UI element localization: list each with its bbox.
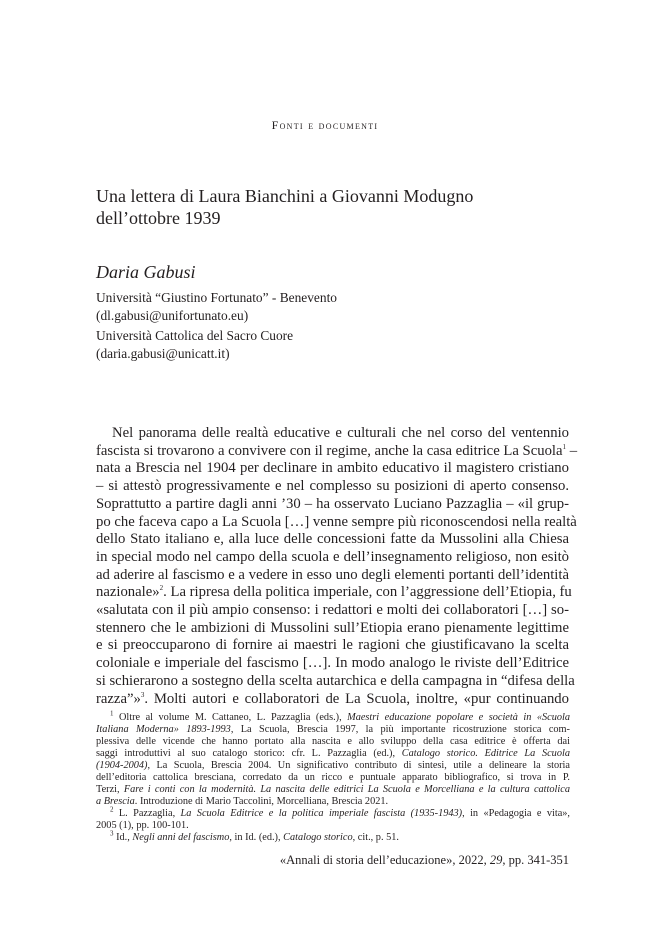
body-line: ad aderire al fascismo e a vedere in esso uno degli elementi portanti dell’identità [96, 566, 569, 583]
footnote-1-line: (1904-2004), La Scuola, Brescia 2004. Un significativo contributo di sintesi, utile a delineare la storia [96, 760, 570, 771]
body-line: «salutata con il più ampio consenso: i redattori e molti dei collaboratori […] so- [96, 602, 569, 619]
body-line: in special modo nel campo della scuola e dell’insegnamento religioso, non esitò [96, 548, 569, 565]
footnote-1: $^1$ Oltre al volume M. Cattaneo, L. Pazzaglia (eds.), Maestri educazione popolare e società in «Scuola [110, 709, 570, 723]
footnote-2: $^2$ L. Pazzaglia, La Scuola Editrice e la politica imperiale fascista (1935-1943), in «Pedagogia e vita», [110, 805, 570, 819]
article-title: Una lettera di Laura Bianchini a Giovanni Modugno dell’ottobre 1939 [96, 186, 474, 228]
body-line: – si attestò progressivamente e nel complesso su posizioni di aperto consenso. [96, 478, 569, 495]
body-line: nata a Brescia nel 1904 per declinare in ambito educativo il magistero cristiano [96, 460, 569, 477]
footnotes [96, 709, 570, 844]
affiliation-1 [96, 289, 556, 324]
section-label: Fonti e documenti [271, 118, 379, 132]
footnote-ref-3[interactable]: 3 [140, 690, 145, 699]
body-line: razza”»$^3$. Molti autori e collaboratori de La Scuola, inoltre, «pur continuando [96, 690, 569, 707]
footnote-2-line: 2005 (1), pp. 100-101. [96, 820, 189, 831]
footnote-1-line: plessiva delle vicende che hanno portato alla nascita e allo sviluppo della casa editrice è offerta dai [96, 736, 570, 747]
body-line: coloniale e imperiale del fascismo […]. In modo analogo le riviste dell’Editrice [96, 655, 569, 672]
footnote-1-line: a Brescia. Introduzione di Mario Taccolini, Morcelliana, Brescia 2021. [96, 796, 389, 807]
footnote-1-line: Terzi, Fare i conti con la modernità. La nascita delle editrici La Scuola e Morcelliana e la cultura cattolica [96, 784, 570, 795]
footnote-1-line: dell’editoria cattolica bresciana, corredato da un ricco e puntuale apparato bibliografico, si trova in P. [96, 772, 570, 783]
body-line: stennero che le ambizioni di Mussolini sull’Etiopia erano pienamente legittime [96, 619, 569, 636]
body-line: si schierarono a sostegno della scelta autarchica e della campagna in “difesa della [96, 672, 575, 689]
affiliation-1-email: (dl.gabusi@unifortunato.eu) [96, 307, 249, 323]
body-paragraph [96, 425, 578, 708]
body-line: Soprattutto a partire dagli anni ’30 – ha osservato Luciano Pazzaglia – «il grup- [96, 495, 569, 512]
footnote-1-line: Italiana Moderna» 1893-1993, La Scuola, Brescia 1997, la più importante ricostruzione storica com- [96, 724, 570, 735]
footnote-1-line: saggi introduttivi al suo catalogo storico: cfr. L. Pazzaglia (ed.), Catalogo storico. Editrice La Scuola [96, 748, 570, 759]
footnote-ref-2[interactable]: 2 [159, 584, 164, 593]
journal-reference: «Annali di storia dell’educazione», 2022, 29, pp. 341-351 [279, 853, 569, 867]
affiliation-2-email: (daria.gabusi@unicatt.it) [96, 345, 230, 361]
footnote-3: $^3$ Id., Negli anni del fascismo, in Id. (ed.), Catalogo storico, cit., p. 51. [110, 829, 399, 843]
affiliation-2 [96, 327, 556, 362]
body-line: e si preoccuparono di fornire ai maestri le ragioni che giustificavano la scelta [96, 637, 569, 654]
body-line: dello Stato italiano e, alla luce delle concessioni fatte da Mussolini alla Chiesa [96, 531, 569, 548]
body-line: fascista si trovarono a convivere con il regime, anche la casa editrice La Scuola$^1$ – [96, 442, 578, 459]
author-name: Daria Gabusi [96, 262, 196, 282]
body-line: po che faceva capo a La Scuola […] venne sempre più riconoscendosi nella realtà [96, 513, 577, 530]
affiliation-2-institution: Università Cattolica del Sacro Cuore [96, 328, 294, 343]
body-line: nazionale»$^2$. La ripresa della politica imperiale, con l’aggressione dell’Etiopia, fu [96, 584, 572, 601]
body-line: Nel panorama delle realtà educative e culturali che nel corso del ventennio [112, 425, 569, 441]
affiliation-1-institution: Università “Giustino Fortunato” - Benevento [96, 290, 337, 305]
footnote-ref-1[interactable]: 1 [562, 442, 567, 451]
